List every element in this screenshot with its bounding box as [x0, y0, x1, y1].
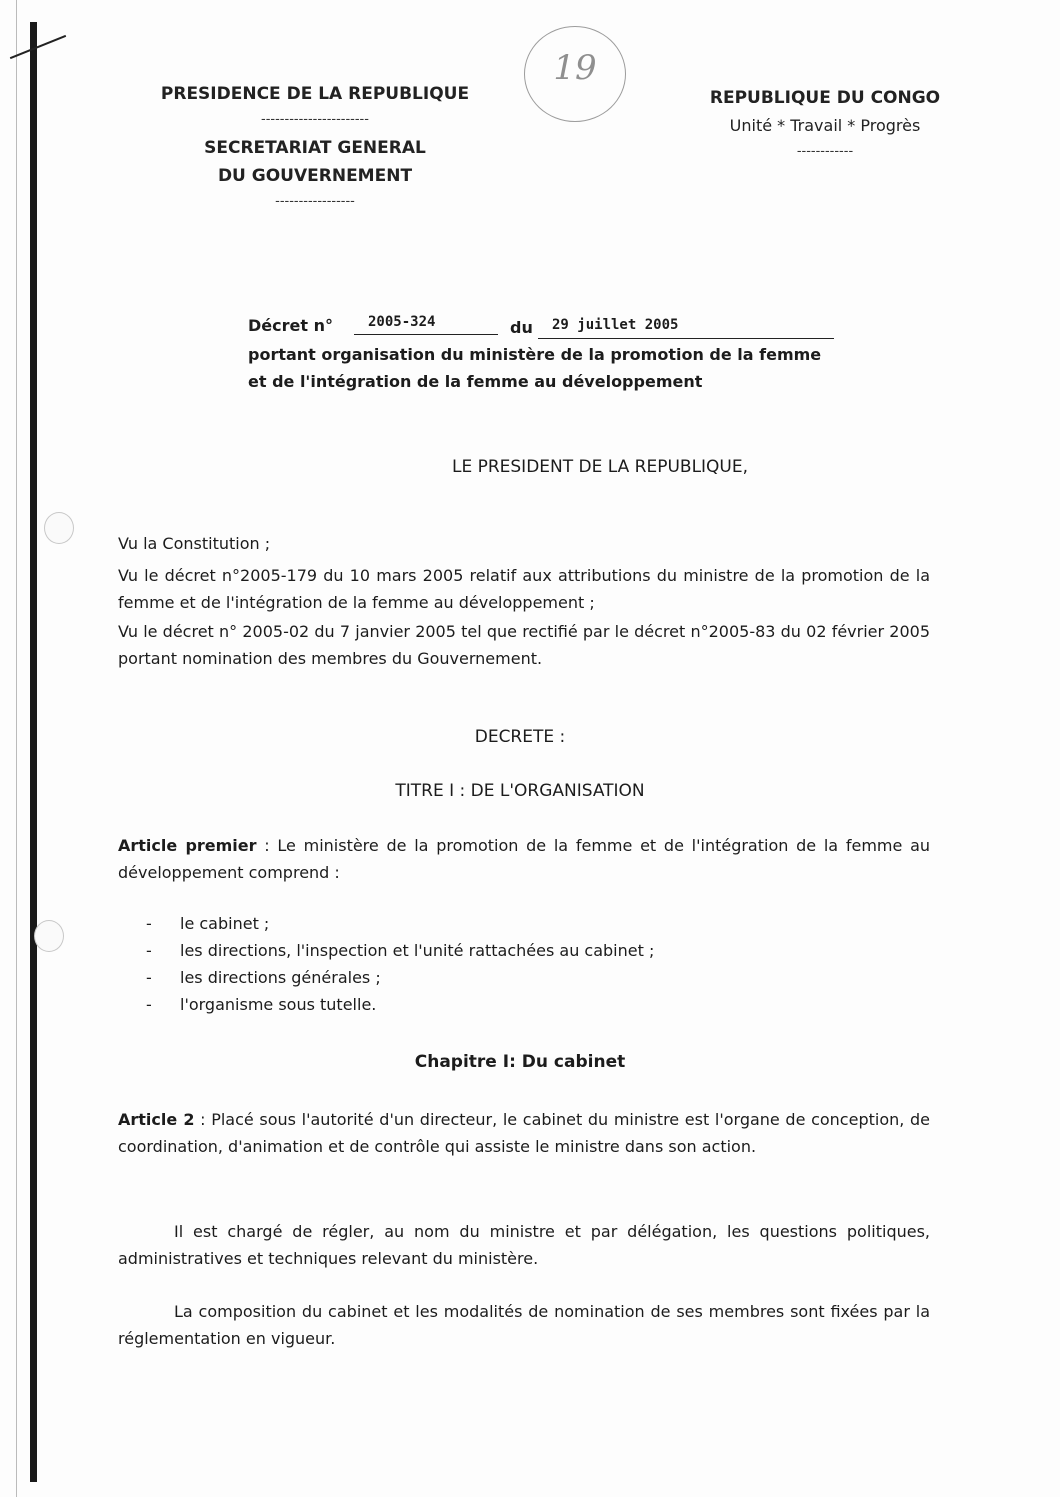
- article-premier-text: : Le ministère de la promotion de la femme et de l'intégration de la femme au développement comprend :: [118, 836, 931, 882]
- header-gouvernement: DU GOUVERNEMENT: [217, 166, 413, 186]
- list-item: [146, 964, 381, 991]
- bullet-dash: -: [146, 995, 152, 1014]
- bullet-dash: -: [146, 968, 152, 987]
- binder-margin-bar: [30, 22, 37, 1482]
- bullet-dash: -: [146, 914, 152, 933]
- punch-hole-top: [44, 512, 74, 544]
- decree-number-value: 2005-324: [368, 314, 436, 330]
- scan-edge-line: [16, 0, 17, 1497]
- paragraph-cabinet-composition: La composition du cabinet et les modalités de nomination de ses membres sont fixées par la réglementation en vigueur.: [118, 1302, 930, 1348]
- article-2: [118, 1106, 930, 1160]
- list-item-text: les directions, l'inspection et l'unité rattachées au cabinet ;: [180, 941, 655, 960]
- header-separator-1: -----------------------: [261, 112, 369, 127]
- decree-date-value: 29 juillet 2005: [552, 317, 679, 333]
- list-item: [146, 910, 269, 937]
- article-2-text: : Placé sous l'autorité d'un directeur, le cabinet du ministre est l'organe de conception, de coordination, d'animation et de contrôle qui assiste le ministre dans son action.: [118, 1110, 930, 1156]
- bullet-dash: -: [146, 941, 152, 960]
- decree-date-label: du: [510, 318, 533, 337]
- list-item: [146, 937, 654, 964]
- article-premier: [118, 832, 930, 886]
- list-item-text: l'organisme sous tutelle.: [180, 995, 377, 1014]
- binder-tick-mark: [10, 35, 66, 59]
- titre-1-heading: TITRE I : DE L'ORGANISATION: [395, 781, 645, 801]
- header-separator-right: ------------: [796, 144, 854, 159]
- header-separator-2: -----------------: [275, 194, 355, 209]
- header-motto: Unité * Travail * Progrès: [729, 116, 921, 135]
- article-premier-label: Article premier: [118, 836, 257, 855]
- visa-constitution: Vu la Constitution ;: [118, 534, 271, 553]
- article-2-label: Article 2: [118, 1110, 195, 1129]
- header-secretariat: SECRETARIAT GENERAL: [204, 138, 426, 158]
- decree-number-label: Décret n°: [248, 316, 333, 335]
- header-presidence: PRESIDENCE DE LA REPUBLIQUE: [160, 84, 470, 104]
- decrete-heading: DECRETE :: [474, 727, 566, 747]
- decree-subject-line-1: portant organisation du ministère de la promotion de la femme: [248, 345, 822, 364]
- decree-date-underline: [538, 338, 834, 339]
- visa-decret-attributions: Vu le décret n°2005-179 du 10 mars 2005 relatif aux attributions du ministre de la promotion de la femme et de l'intégration de la femme au développement ;: [118, 566, 930, 612]
- decree-number-underline: [354, 334, 498, 335]
- list-item-text: le cabinet ;: [180, 914, 270, 933]
- decree-subject-line-2: et de l'intégration de la femme au développement: [248, 372, 703, 391]
- chapitre-1-heading: Chapitre I: Du cabinet: [414, 1052, 626, 1072]
- list-item: [146, 991, 376, 1018]
- header-republique-congo: REPUBLIQUE DU CONGO: [709, 88, 941, 108]
- paragraph-cabinet-mission: Il est chargé de régler, au nom du ministre et par délégation, les questions politiques, administratives et techniques relevant du ministère.: [118, 1222, 930, 1268]
- punch-hole-bottom: [34, 920, 64, 952]
- visa-decret-nomination: Vu le décret n° 2005-02 du 7 janvier 2005 tel que rectifié par le décret n°2005-83 du 02 février 2005 portant nomination des membres du Gouvernement.: [118, 622, 930, 668]
- list-item-text: les directions générales ;: [180, 968, 381, 987]
- page-stamp-number: 19: [553, 48, 597, 88]
- president-heading: LE PRESIDENT DE LA REPUBLIQUE,: [451, 457, 749, 477]
